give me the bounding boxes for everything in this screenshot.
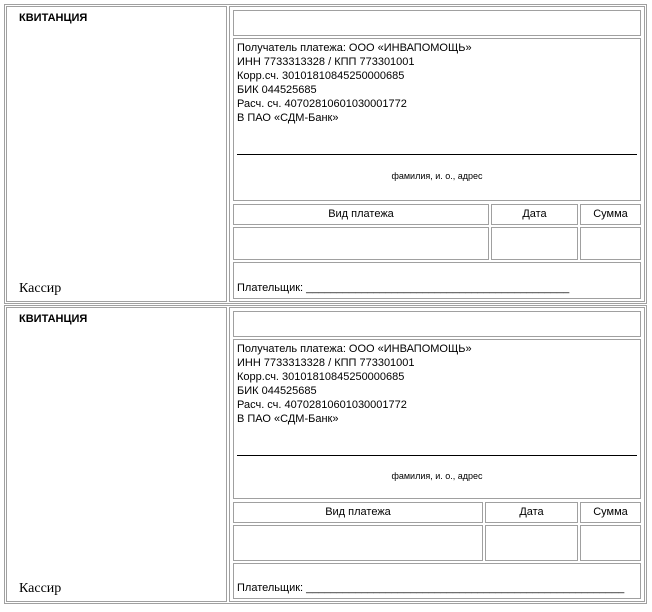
top-blank-field — [233, 10, 641, 36]
corr-account-line: Корр.сч. 30101810845250000685 — [237, 70, 405, 82]
cashier-label: Кассир — [19, 281, 62, 296]
date-field[interactable] — [485, 525, 578, 561]
amount-field[interactable] — [580, 227, 641, 260]
column-header-amount: Сумма — [580, 204, 641, 225]
cashier-label: Кассир — [19, 581, 62, 596]
receipt-left-column — [6, 6, 227, 302]
corr-account-line: Корр.сч. 30101810845250000685 — [237, 371, 405, 383]
recipient-info-block — [233, 339, 641, 499]
inn-kpp-line: ИНН 7733313328 / КПП 773301001 — [237, 56, 415, 68]
name-address-rule — [237, 455, 637, 456]
receipt-2 — [4, 305, 647, 604]
receipt-right-column — [229, 307, 645, 602]
name-address-rule — [237, 154, 637, 155]
receipt-left-column — [6, 307, 227, 602]
payer-line[interactable]: Плательщик: ____________________________________________________ — [233, 563, 641, 599]
receipt-right-column — [229, 6, 645, 302]
receipt-title: КВИТАНЦИЯ — [19, 12, 88, 24]
recipient-info-block — [233, 38, 641, 201]
name-address-caption: фамилия, и. о., адрес — [391, 471, 483, 481]
bank-line: В ПАО «СДМ-Банк» — [237, 112, 339, 124]
bik-line: БИК 044525685 — [237, 84, 317, 96]
bank-line: В ПАО «СДМ-Банк» — [237, 413, 339, 425]
payer-line[interactable]: Плательщик: ___________________________________________ — [233, 262, 641, 299]
recipient-line: Получатель платежа: ООО «ИНВАПОМОЩЬ» — [237, 42, 472, 54]
column-header-date: Дата — [485, 502, 578, 523]
recipient-line: Получатель платежа: ООО «ИНВАПОМОЩЬ» — [237, 343, 472, 355]
date-field[interactable] — [491, 227, 578, 260]
settlement-account-line: Расч. сч. 40702810601030001772 — [237, 98, 407, 110]
settlement-account-line: Расч. сч. 40702810601030001772 — [237, 399, 407, 411]
column-header-payment-type: Вид платежа — [233, 502, 483, 523]
column-header-date: Дата — [491, 204, 578, 225]
column-header-payment-type: Вид платежа — [233, 204, 489, 225]
amount-field[interactable] — [580, 525, 641, 561]
payment-type-field[interactable] — [233, 525, 483, 561]
name-address-caption: фамилия, и. о., адрес — [391, 171, 483, 181]
top-blank-field — [233, 311, 641, 337]
payment-type-field[interactable] — [233, 227, 489, 260]
receipt-1 — [4, 4, 647, 304]
receipt-title: КВИТАНЦИЯ — [19, 313, 88, 325]
inn-kpp-line: ИНН 7733313328 / КПП 773301001 — [237, 357, 415, 369]
column-header-amount: Сумма — [580, 502, 641, 523]
bik-line: БИК 044525685 — [237, 385, 317, 397]
